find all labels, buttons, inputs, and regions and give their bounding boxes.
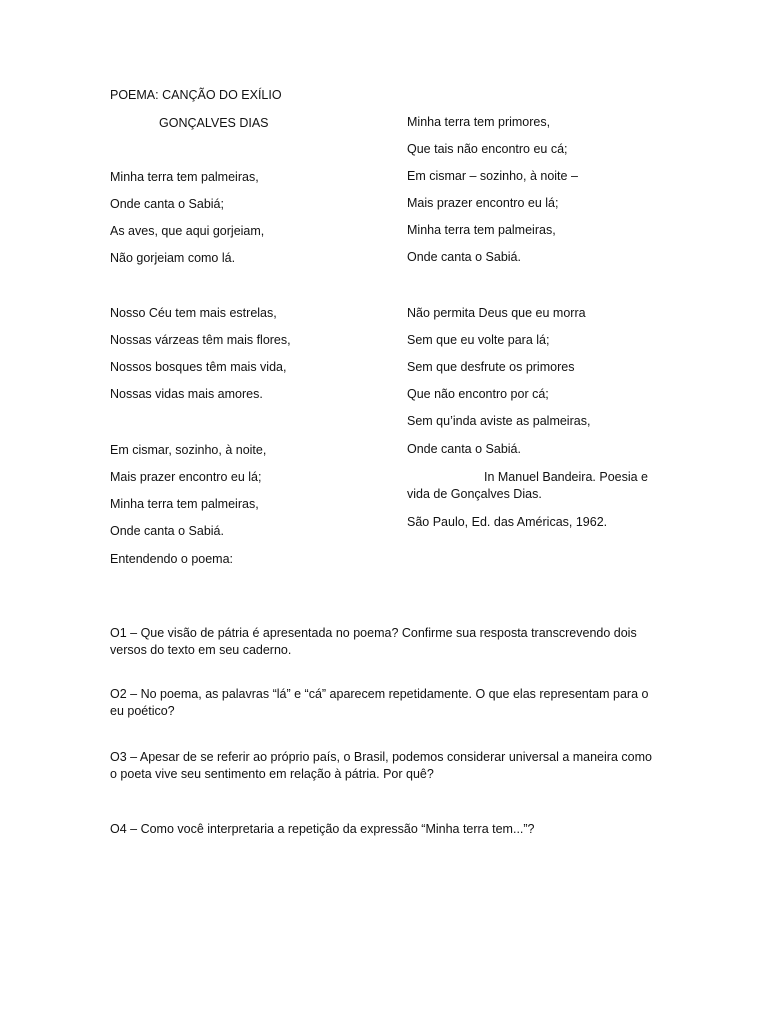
verse-line: Minha terra tem primores, (407, 115, 551, 129)
verse-line: Minha terra tem palmeiras, (407, 223, 556, 237)
verse-line: Que tais não encontro eu cá; (407, 142, 568, 156)
verse-line: Mais prazer encontro eu lá; (407, 196, 559, 210)
verse-line: Sem que desfrute os primores (407, 360, 575, 374)
verse-line: Em cismar, sozinho, à noite, (110, 443, 267, 457)
verse-line: Onde canta o Sabiá. (407, 442, 521, 456)
verse-line: Não permita Deus que eu morra (407, 306, 586, 320)
verse-line: Minha terra tem palmeiras, (110, 497, 259, 511)
verse-line: Mais prazer encontro eu lá; (110, 470, 262, 484)
question-item: O3 – Apesar de se referir ao próprio país, o Brasil, podemos considerar universal a maneira como o poeta vive seu sentimento em relação à pátria. Por quê? (110, 750, 652, 781)
question-item: O4 – Como você interpretaria a repetição da expressão “Minha terra tem...”? (110, 822, 535, 836)
verse-line: Em cismar – sozinho, à noite – (407, 169, 578, 183)
verse-line: Onde canta o Sabiá. (407, 250, 521, 264)
question-item: O2 – No poema, as palavras “lá” e “cá” aparecem repetidamente. O que elas representam para o eu poético? (110, 687, 649, 718)
section-heading: Entendendo o poema: (110, 552, 234, 566)
verse-line: Minha terra tem palmeiras, (110, 170, 259, 184)
verse-line: Nossas várzeas têm mais flores, (110, 333, 291, 347)
question-item: O1 – Que visão de pátria é apresentada no poema? Confirme sua resposta transcrevendo dois versos do texto em seu caderno. (110, 626, 637, 657)
verse-line: Sem que eu volte para lá; (407, 333, 550, 347)
publication-info: São Paulo, Ed. das Américas, 1962. (407, 515, 608, 529)
verse-line: Nossos bosques têm mais vida, (110, 360, 287, 374)
verse-line: Nossas vidas mais amores. (110, 387, 263, 401)
verse-line: Sem qu’inda aviste as palmeiras, (407, 414, 591, 428)
verse-line: Onde canta o Sabiá; (110, 197, 224, 211)
verse-line: Nosso Céu tem mais estrelas, (110, 306, 277, 320)
verse-line: Onde canta o Sabiá. (110, 524, 224, 538)
poem-author: GONÇALVES DIAS (159, 116, 269, 130)
verse-line: Não gorjeiam como lá. (110, 251, 236, 265)
source-citation: In Manuel Bandeira. Poesia e vida de Gonçalves Dias. (407, 470, 648, 501)
poem-title: POEMA: CANÇÃO DO EXÍLIO (110, 88, 282, 102)
verse-line: As aves, que aqui gorjeiam, (110, 224, 265, 238)
verse-line: Que não encontro por cá; (407, 387, 549, 401)
